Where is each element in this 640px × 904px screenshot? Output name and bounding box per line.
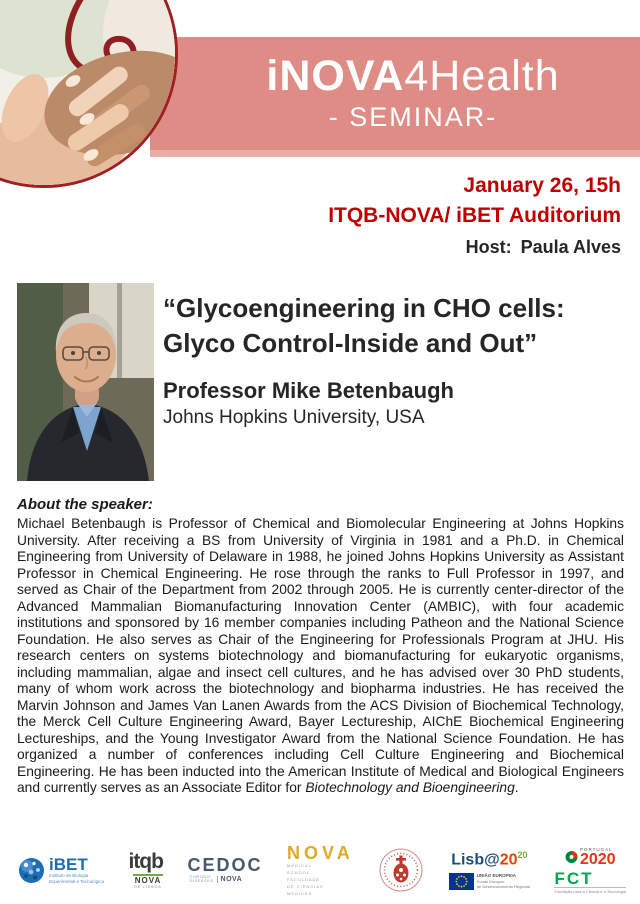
- cedoc-logo: [187, 854, 263, 884]
- speaker-photo: [17, 283, 154, 481]
- itqb-logo-name: itqb: [128, 849, 163, 873]
- talk-title: [163, 291, 633, 361]
- cedoc-nova-label: NOVA: [217, 876, 243, 883]
- ibet-logo-tagline2: Experimental e Tecnológica: [49, 878, 104, 884]
- header-banner: [150, 37, 640, 157]
- about-body-end: .: [514, 780, 519, 795]
- program-title-4health: 4Health: [404, 52, 560, 100]
- portugal2020-logo: [565, 847, 616, 867]
- talk-block: [163, 291, 633, 429]
- nova-ms-line2: SCHOOL: [287, 869, 310, 875]
- speaker-portrait-illustration: [17, 283, 154, 481]
- speaker-name: Professor Mike Betenbaugh: [163, 378, 454, 403]
- about-body-main: Michael Betenbaugh is Professor of Chemical and Biomolecular Engineering at Johns Hopkins University. After receiving a BS from University of Virginia in 1981 and a Ph.D. in Chemical Engineering from University of Delaware in 1988, he joined Johns Hopkins University as Assistant Professor in Chemical Engineering. He rose through the ranks to Full Professor in 1997, and served as Chair of the Department from 2002 through 2005. He is currently center-director of the Advanced Mammalian Biomanufacturing Innovation Center (AMBIC), with four academic institutions and sponsored by 16 member companies including Patheon and the National Science Foundation. He also serves as Chair of the Engineering for Professionals Program at JHU. His research centers on systems biotechnology and biomanufacturing for eukaryotic organisms, including mammalian, algae and insect cell cultures, and he has advised over 30 PhD students, many of whom work across the biotechnology and biopharma industries. He has received the Marvin Johnson and James Van Lanen Awards from the ACS Division of Biochemical Technology, the Merck Cell Culture Engineering Award, Bayer Lectureship, AIChE Biochemical Engineering Lectureships, and the Young Investigator Award from the National Science Foundation. He has organized a number of conferences including Cell Culture Engineering and Biochemical Engineering. He has been inducted into the American Institute of Medical and Biological Engineers and currently serves as an Associate Editor for: [17, 516, 624, 795]
- nova-ms-line4: DE CIÊNCIAS: [287, 883, 324, 889]
- itqb-nova-label: NOVA: [134, 875, 162, 885]
- about-body: [17, 516, 624, 797]
- host-name: Paula Alves: [520, 237, 621, 257]
- itqb-nova-sublabel: DE LISBOA: [134, 884, 162, 889]
- about-body-journal: Biotechnology and Bioengineering: [305, 780, 515, 795]
- speaker-affiliation: Johns Hopkins University, USA: [163, 407, 425, 428]
- ibet-logo-tagline1: Instituto de Biologia: [49, 873, 89, 878]
- lisboa2020-number: 20: [499, 851, 518, 869]
- nova-medical-school-name: NOVA: [287, 842, 354, 863]
- host-label: Host:: [465, 237, 512, 257]
- seal-logo: [378, 847, 424, 893]
- seal-emblem-icon: [378, 847, 424, 893]
- event-info: [328, 171, 621, 258]
- portugal2020-number: 2020: [579, 850, 616, 868]
- nova-ms-line5: MÉDICAS: [287, 890, 313, 896]
- fct-logo: [554, 868, 626, 894]
- logos-strip: [18, 840, 626, 900]
- eu-flag-logo: [449, 873, 530, 890]
- itqb-logo: [128, 849, 163, 889]
- lisboa2020-superscript: 20: [517, 849, 528, 860]
- program-title-nova: NOVA: [279, 52, 405, 100]
- portugal2020-fct-stack: [554, 847, 626, 894]
- lisboa2020-prefix: Lisb@: [451, 851, 500, 869]
- ibet-logo: [18, 856, 104, 884]
- portugal2020-label: PORTUGAL: [579, 846, 613, 852]
- talk-title-line2: Glyco Control-Inside and Out”: [163, 328, 538, 358]
- cedoc-chronic-label: CHRONIC: [189, 873, 212, 879]
- portugal2020-icon: [565, 849, 578, 865]
- hands-photo: [0, 0, 178, 188]
- event-date: January 26, 15h: [463, 174, 621, 197]
- program-title-i: i: [266, 52, 280, 100]
- cedoc-logo-name: CEDOC: [187, 854, 263, 875]
- eu-fund-line1: Fundo Europeu: [476, 879, 505, 885]
- nova-ms-line3: FACULDADE: [287, 876, 321, 882]
- ibet-logo-name: iBET: [49, 855, 88, 874]
- eu-fund-line2: de Desenvolvimento Regional: [476, 884, 530, 890]
- lisboa2020-eu-stack: [449, 850, 530, 890]
- seminar-subtitle: - SEMINAR-: [328, 102, 498, 132]
- event-location: ITQB-NOVA/ iBET Auditorium: [328, 204, 621, 227]
- about-heading: About the speaker:: [17, 496, 153, 513]
- fct-logo-tagline: Fundação para a Ciência e a Tecnologia: [554, 888, 626, 894]
- cedoc-diseases-label: DISEASES: [189, 878, 214, 883]
- event-host: [328, 237, 621, 258]
- talk-title-line1: “Glycoengineering in CHO cells:: [163, 293, 565, 323]
- about-section: [17, 496, 624, 797]
- fct-logo-name: FCT: [554, 868, 594, 888]
- nova-medical-school-logo: [287, 842, 354, 896]
- eu-label: UNIÃO EUROPEIA: [476, 873, 517, 879]
- ibet-globe-icon: [18, 857, 45, 884]
- program-title: [266, 53, 559, 99]
- lisboa2020-logo: [451, 850, 527, 869]
- hands-photo-illustration: [0, 0, 178, 188]
- nova-ms-line1: MEDICAL: [287, 862, 312, 868]
- eu-flag-icon: [449, 873, 474, 890]
